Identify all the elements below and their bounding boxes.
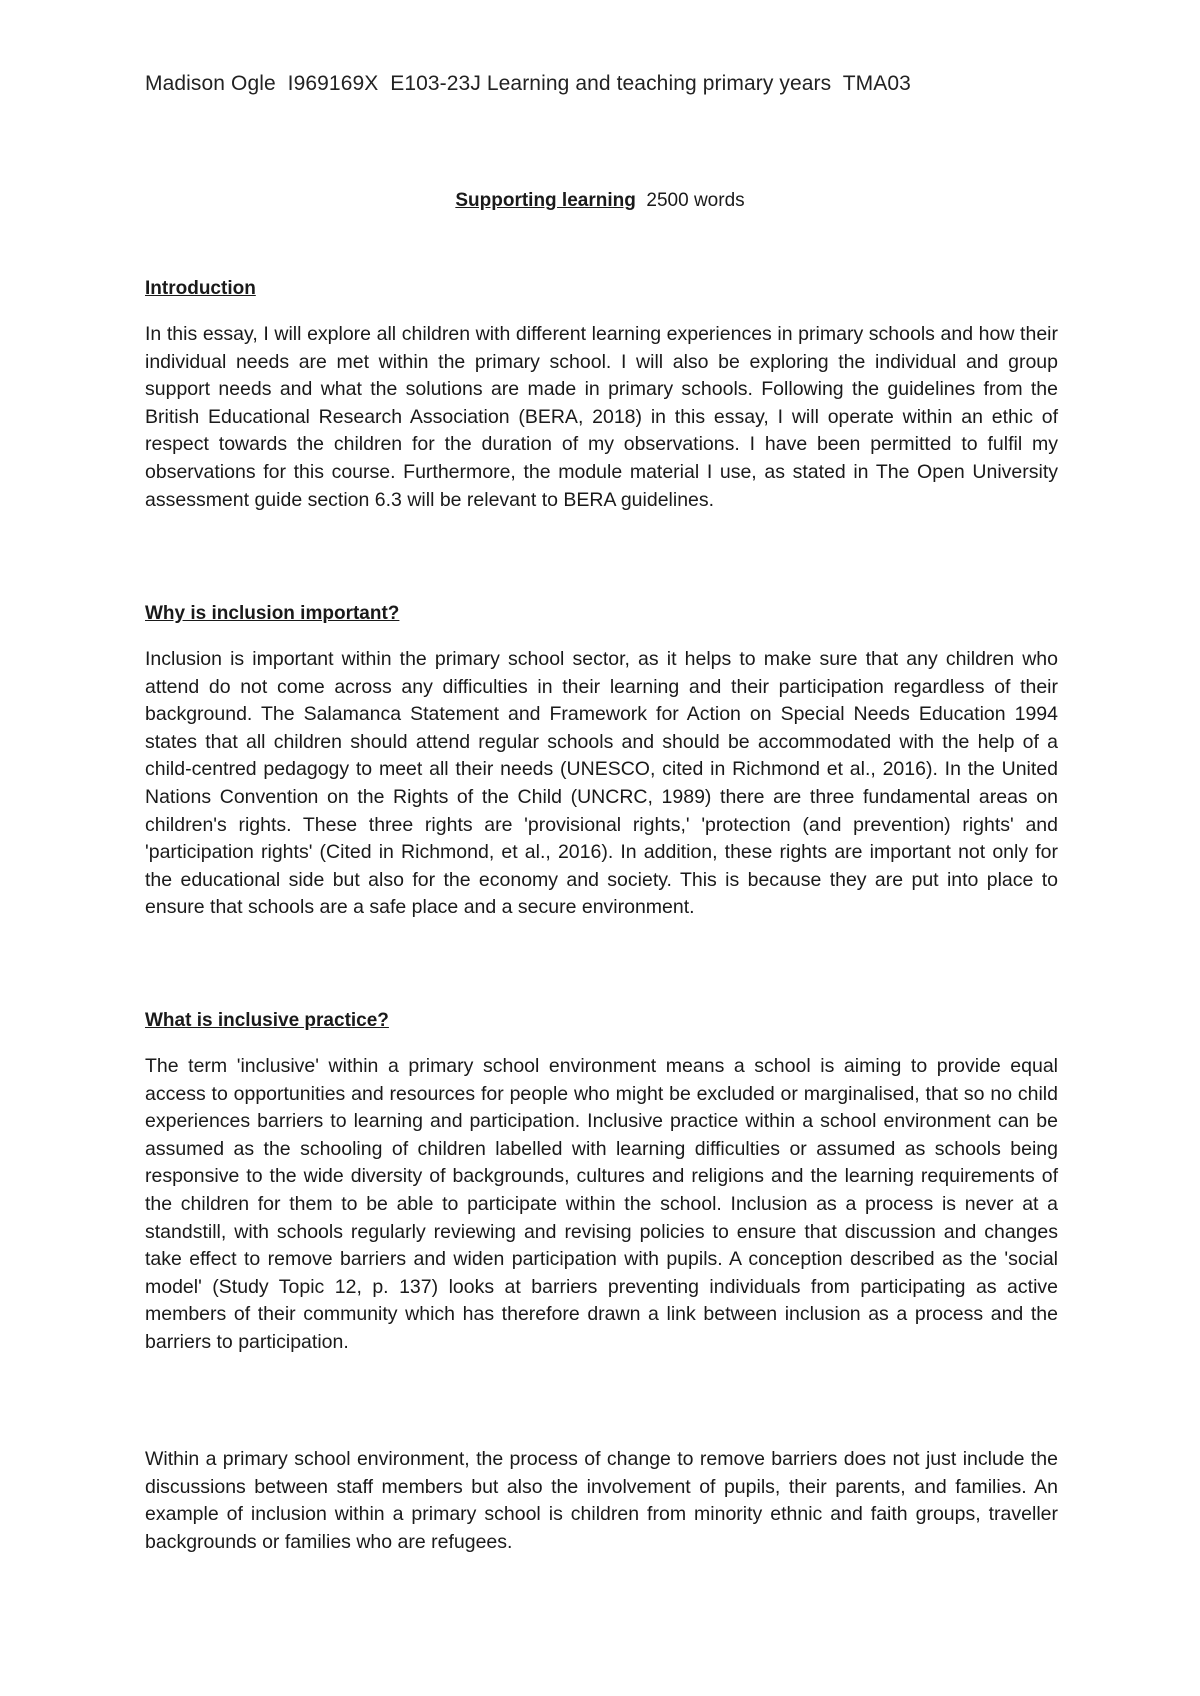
- section-heading-introduction: Introduction: [145, 278, 256, 299]
- section-heading-why-inclusion: Why is inclusion important?: [145, 603, 400, 624]
- section-heading-inclusive-practice: What is inclusive practice?: [145, 1010, 389, 1031]
- word-count: 2500 words: [635, 190, 745, 211]
- document-header: Madison Ogle I969169X E103-23J Learning and teaching primary years TMA03: [145, 72, 911, 95]
- section-paragraph-introduction: In this essay, I will explore all children with different learning experiences in primary schools and how their individual needs are met within the primary school. I will also be exploring the individual and group support needs and what the solutions are made in primary schools. Following the guidelines from the British Educational Research Association (BERA, 2018) in this essay, I will operate within an ethic of respect towards the children for the duration of my observations. I have been permitted to fulfil my observations for this course. Furthermore, the module material I use, as stated in The Open University assessment guide section 6.3 will be relevant to BERA guidelines.: [145, 323, 1058, 511]
- section-paragraph-inclusive-practice-2: Within a primary school environment, the process of change to remove barriers does not just include the discussions between staff members but also the involvement of pupils, their parents, and families. An example of inclusion within a primary school is children from minority ethnic and faith groups, traveller backgrounds or families who are refugees.: [145, 1448, 1058, 1553]
- essay-title-line: [0, 190, 1200, 212]
- essay-title: Supporting learning: [455, 190, 636, 211]
- section-paragraph-inclusive-practice: The term 'inclusive' within a primary school environment means a school is aiming to provide equal access to opportunities and resources for people who might be excluded or marginalised, that so no child experiences barriers to learning and participation. Inclusive practice within a school environment can be assumed as the schooling of children labelled with learning difficulties or assumed as schools being responsive to the wide diversity of backgrounds, cultures and religions and the learning requirements of the children for them to be able to participate within the school. Inclusion as a process is never at a standstill, with schools regularly reviewing and revising policies to ensure that discussion and changes take effect to remove barriers and widen participation with pupils. A conception described as the 'social model' (Study Topic 12, p. 137) looks at barriers preventing individuals from participating as active members of their community which has therefore drawn a link between inclusion as a process and the barriers to participation.: [145, 1055, 1058, 1353]
- section-paragraph-why-inclusion: Inclusion is important within the primary school sector, as it helps to make sure that any children who attend do not come across any difficulties in their learning and their participation regardless of their background. The Salamanca Statement and Framework for Action on Special Needs Education 1994 states that all children should attend regular schools and should be accommodated with the help of a child-centred pedagogy to meet all their needs (UNESCO, cited in Richmond et al., 2016). In the United Nations Convention on the Rights of the Child (UNCRC, 1989) there are three fundamental areas on children's rights. These three rights are 'provisional rights,' 'protection (and prevention) rights' and 'participation rights' (Cited in Richmond, et al., 2016). In addition, these rights are important not only for the educational side but also for the economy and society. This is because they are put into place to ensure that schools are a safe place and a secure environment.: [145, 648, 1058, 919]
